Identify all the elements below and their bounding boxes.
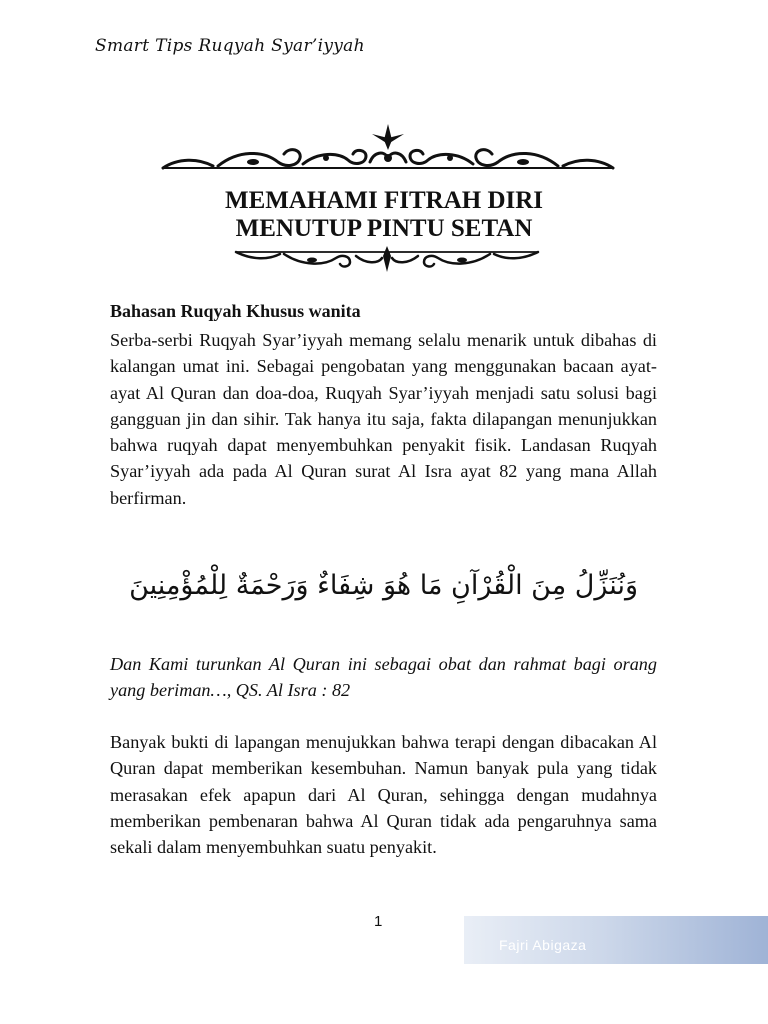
bottom-ornament-icon: [232, 240, 542, 274]
running-header: Smart Tips Ruqyah Syar’iyyah: [95, 36, 365, 56]
section-heading: Bahasan Ruqyah Khusus wanita: [110, 301, 361, 321]
body-paragraph-1: Serba-serbi Ruqyah Syar’iyyah memang selalu menarik untuk dibahas di kalangan umat ini. Sebagai pengobatan yang menggunakan bacaan ayat-ayat Al Quran dan doa-doa, Ruqyah Syar’iyyah menjadi satu solusi bagi gangguan jin dan sihir. Tak hanya itu saja, fakta dilapangan menunjukkan bahwa ruqyah dapat menyembuhkan penyakit fisik. Landasan Ruqyah Syar’iyyah ada pada Al Quran surat Al Isra ayat 82 yang mana Allah berfirman.: [110, 330, 657, 508]
title-line-1: MEMAHAMI FITRAH DIRI: [224, 187, 544, 214]
verse-translation: Dan Kami turunkan Al Quran ini sebagai obat dan rahmat bagi orang yang beriman…, QS. Al Isra : 82: [110, 654, 657, 701]
page-number: 1: [374, 913, 383, 930]
body-paragraph-2: Banyak bukti di lapangan menujukkan bahwa terapi dengan dibacakan Al Quran dapat memberikan kesembuhan. Namun banyak pula yang tidak merasakan efek apapun dari Al Quran, sehingga dengan mudahnya memberikan pembenaran bahwa Al Quran tidak ada pengaruhnya sama sekali dalam menyembuhkan suatu penyakit.: [110, 732, 657, 858]
arabic-verse: وَنُنَزِّلُ مِنَ الْقُرْآنِ مَا هُوَ شِفَاءٌ وَرَحْمَةٌ لِلْمُؤْمِنِينَ: [129, 570, 638, 601]
top-ornament-icon: [158, 122, 618, 184]
author-name: Fajri Abigaza: [499, 937, 587, 953]
title-line-2: MENUTUP PINTU SETAN: [235, 215, 533, 242]
